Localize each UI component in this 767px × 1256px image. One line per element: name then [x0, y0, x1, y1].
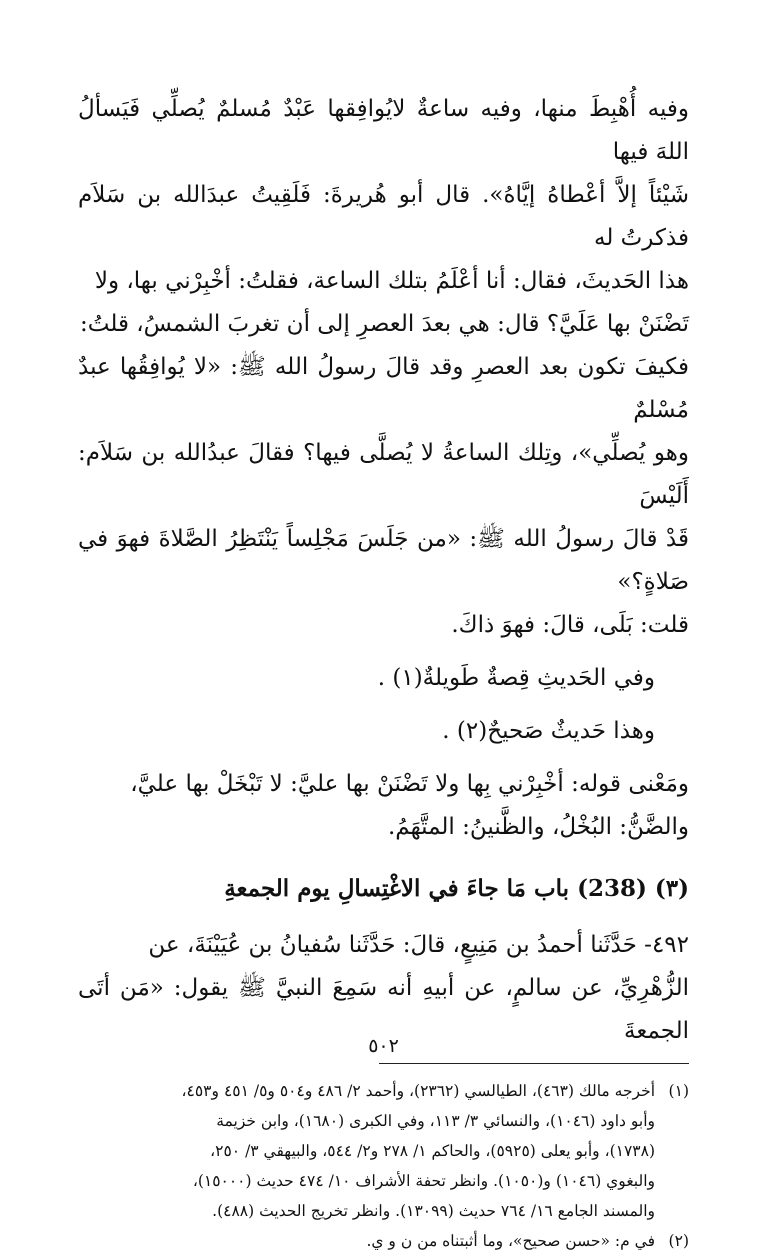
footnote-1 [78, 1076, 689, 1226]
text-line: هذا الحَديثَ، فقال: أنا أعْلَمُ بتلك الساعة، فقلتُ: أخْبِرْني بها، ولا [94, 268, 689, 294]
text-line: قَدْ قالَ رسولُ الله ﷺ: «من جَلَسَ مَجْلِساً يَنْتَظِرُ الصَّلاةَ فهوَ في صَلاةٍ؟» [78, 526, 689, 595]
hadith-line: ٤٩٢- حَدَّثَنا أحمدُ بن مَنِيعٍ، قالَ: حَدَّثَنا سُفيانُ بن عُيَيْنَةَ، عن [148, 932, 689, 958]
text-line: وهو يُصلِّي»، وتِلك الساعةُ لا يُصلَّى فيها؟ فقالَ عبدُالله بن سَلاَم: أَلَيْسَ [78, 440, 689, 509]
chapter-heading: (٣) (238) باب مَا جاءَ في الاغْتِسالِ يوم الجمعةِ [224, 875, 689, 902]
footnote-number: (١) [668, 1082, 689, 1100]
text-line: فكيفَ تكون بعد العصرِ وقد قالَ رسولُ الله ﷺ: «لا يُوافِقُها عبدٌ مُسْلمٌ [78, 354, 689, 423]
footnote-line: وأبو داود (١٠٤٦)، والنسائي ٣/ ١١٣، وفي الكبرى (١٦٨٠)، وابن خزيمة [216, 1112, 655, 1130]
sahih-note: وهذا حَديثٌ صَحيحٌ(٢) . [442, 718, 655, 744]
main-text [78, 88, 689, 1053]
meaning-line: ومَعْنى قوله: أخْبِرْني بِها ولا تَضْنَنْ بها عليَّ: لا تَبْخَلْ بها عليَّ، [130, 771, 689, 797]
text-line: قلت: بَلَى، قالَ: فهوَ ذاكَ. [451, 612, 689, 638]
page-number: ٥٠٢ [368, 1035, 399, 1057]
footnote-body [78, 1226, 655, 1256]
footnote-line: (١٧٣٨)، وأبو يعلى (٥٩٢٥)، والحاكم ١/ ٢٧٨ و٢/ ٥٤٤، والبيهقي ٣/ ٢٥٠، [210, 1142, 655, 1160]
footnote-line: أخرجه مالك (٤٦٣)، الطيالسي (٢٣٦٢)، وأحمد ٢/ ٤٨٦ و٥٠٤ و٥/ ٤٥١ و٤٥٣، [181, 1082, 655, 1100]
footnote-number: (٢) [668, 1232, 689, 1250]
text-line: تَضْنَنْ بها عَلَيَّ؟ قال: هي بعدَ العصرِ إلى أن تغربَ الشمسُ، قلتُ: [80, 311, 689, 337]
meaning-line: والضَّنُّ: البُخْلُ، والظَّنينُ: المتَّهَمُ. [387, 814, 689, 840]
footnote-line: والمسند الجامع ١٦/ ٧٦٤ حديث (١٣٠٩٩). وانظر تخريج الحديث (٤٨٨). [212, 1202, 655, 1220]
footnote-divider [379, 1063, 689, 1064]
footnote-2 [78, 1226, 689, 1256]
text-line: شَيْئاً إلاَّ أعْطاهُ إيَّاهُ». قال أبو هُريرةَ: فَلَقِيتُ عبدَالله بن سَلاَم فذكرتُ له [78, 182, 689, 251]
text-line: وفيه أُهْبِطَ منها، وفيه ساعةٌ لايُوافِقها عَبْدٌ مُسلمٌ يُصلِّي فَيَسألُ اللهَ فيها [78, 96, 689, 165]
footnotes [78, 1076, 689, 1256]
long-story-note: وفي الحَديثِ قِصةٌ طَويلةٌ(١) . [377, 665, 655, 691]
footnote-line: في م: «حسن صحيح»، وما أثبتناه من ن و ي. [366, 1232, 655, 1250]
hadith-line: الزُّهْرِيِّ، عن سالمٍ، عن أبيهِ أنه سَمِعَ النبيَّ ﷺ يقول: «مَن أتَى الجمعةَ [78, 975, 689, 1044]
footnote-body [78, 1076, 655, 1226]
footnote-line: والبغوي (١٠٤٦) و(١٠٥٠). وانظر تحفة الأشراف ١٠/ ٤٧٤ حديث (١٥٠٠٠)، [192, 1172, 655, 1190]
